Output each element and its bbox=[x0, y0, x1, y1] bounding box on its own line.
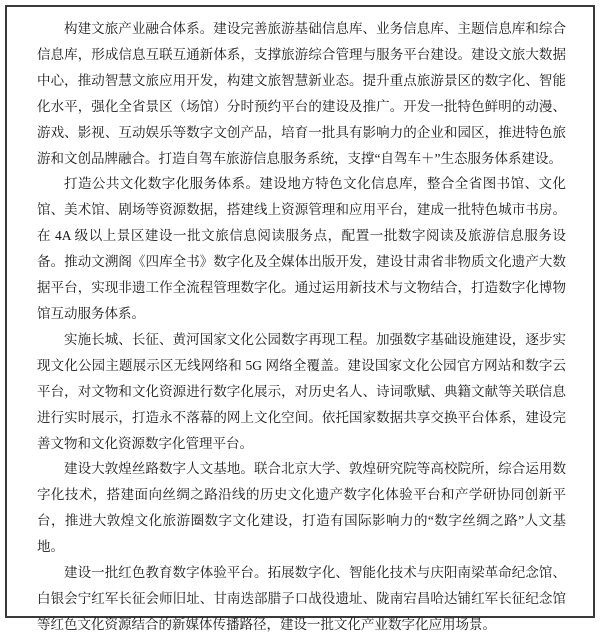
paragraph-public-culture-digital-services: 打造公共文化数字化服务体系。建设地方特色文化信息库，整合全省图书馆、文化馆、美术馆、剧场等资源数据，搭建线上资源管理和应用平台，建成一批特色城市书房。在 4A 级以上景区建设一批文旅信息阅读服务点，配置一批数字阅读及旅游信息服务设备。推动文溯阁《四库全书》数字化及全媒体出版开发，建设甘肃省非物质文化遗产大数据平台，实现非遗工作全流程管理数字化。通过运用新技术与文物结合，打造数字化博物馆互动服务体系。 bbox=[37, 176, 566, 321]
paragraph-red-education-digital-platforms: 建设一批红色教育数字体验平台。拓展数字化、智能化技术与庆阳南梁革命纪念馆、白银会宁红军长征会师旧址、甘南迭部腊子口战役遗址、陇南宕昌哈达铺红军长征纪念馆等红色文化资源结合的新媒体传播路径，建设一批文化产业数字化应用场景。 bbox=[37, 565, 566, 632]
paragraph-culture-tourism-integration: 构建文旅产业融合体系。建设完善旅游基础信息库、业务信息库、主题信息库和综合信息库，形成信息互联互通新体系，支撑旅游综合管理与服务平台建设。建设文旅大数据中心，推动智慧文旅应用开发，构建文旅智慧新业态。提升重点旅游景区的数字化、智能化水平，强化全省景区（场馆）分时预约平台的建设及推广。开发一批特色鲜明的动漫、游戏、影视、互动娱乐等数字文创产品，培育一批具有影响力的企业和园区，推进特色旅游和文创品牌融合。打造自驾车旅游信息服务系统，支撑“自驾车＋”生态服务体系建设。 bbox=[37, 21, 566, 166]
document-page-border bbox=[5, 5, 595, 632]
paragraph-national-culture-park-digital: 实施长城、长征、黄河国家文化公园数字再现工程。加强数字基础设施建设，逐步实现文化公园主题展示区无线网络和 5G 网络全覆盖。建设国家文化公园官方网站和数字云平台，对文物和文化资源进行数字化展示，对历史名人、诗词歌赋、典籍文献等关联信息进行实时展示，打造永不落幕的网上文化空间。依托国家数据共享交换平台体系，建设完善文物和文化资源数字化管理平台。 bbox=[37, 331, 566, 451]
paragraph-dunhuang-silk-road-base: 建设大敦煌丝路数字人文基地。联合北京大学、敦煌研究院等高校院所，综合运用数字化技术，搭建面向丝绸之路沿线的历史文化遗产数字化体验平台和产学研协同创新平台，推进大敦煌文化旅游圈数字文化建设，打造有国际影响力的“数字丝绸之路”人文基地。 bbox=[37, 461, 566, 555]
document-body bbox=[37, 16, 566, 632]
